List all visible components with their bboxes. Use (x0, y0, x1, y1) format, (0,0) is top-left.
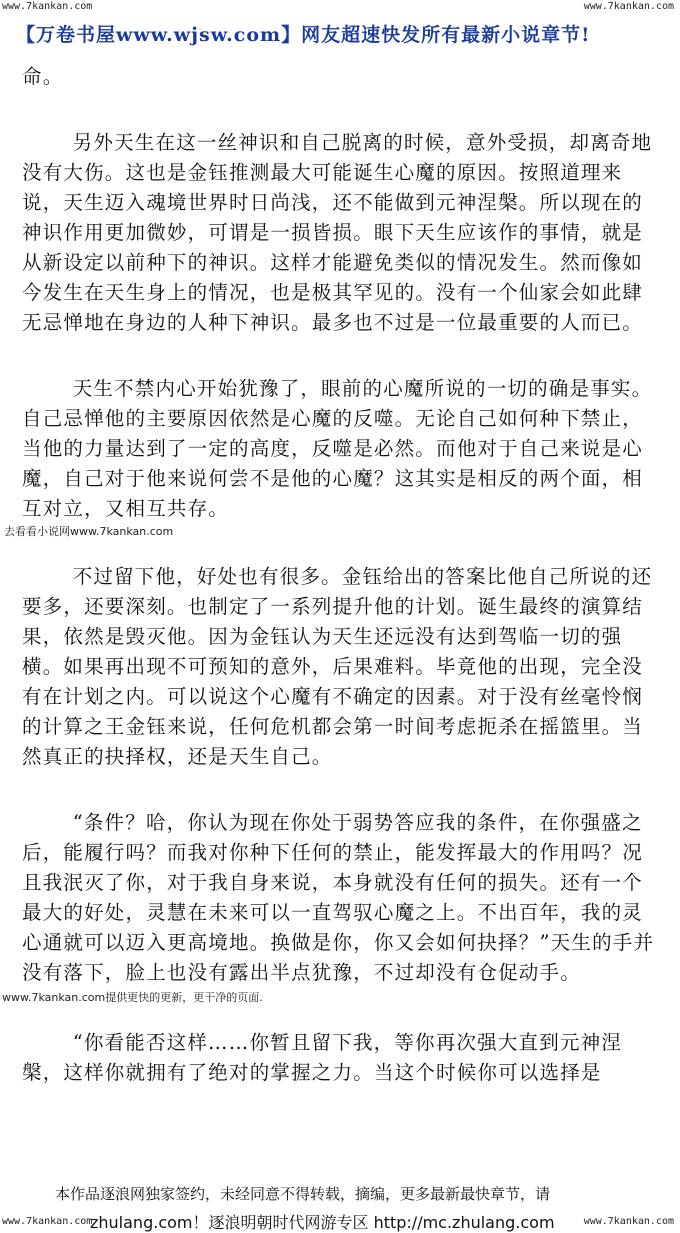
paragraph-5: “条件？哈，你认为现在你处于弱势答应我的条件，在你强盛之后，能履行吗？而我对你种下任何的禁止，能发挥最大的作用吗？况且我泯灭了你，对于我自身来说，本身就没有任何的损失。还有一个最大的好处，灵慧在未来可以一直驾驭心魔之上。不出百年，我的灵心通就可以迈入更高境地。换做是你，你又会如何抉择？”天生的手并没有落下，脸上也没有露出半点犹豫，不过却没有仓促动手。 (22, 811, 655, 984)
footer-notice: 本作品逐浪网独家签约，未经同意不得转载，摘编，更多最新最快章节，请 (55, 1185, 551, 1203)
corner-watermark-bottom-left: www.7kankan.com (2, 1216, 93, 1227)
footer-link-line: zhulang.com！逐浪明朝时代网游专区 http://mc.zhulang.com (90, 1213, 555, 1232)
site-banner: 【万卷书屋www.wjsw.com】网友超速快发所有最新小说章节! (16, 24, 591, 46)
ad-line-2: www.7kankan.com提供更快的更新，更干净的页面. (2, 991, 263, 1004)
corner-watermark-top-right: www.7kankan.com (583, 1, 674, 12)
corner-watermark-bottom-right: www.7kankan.com (583, 1216, 674, 1227)
paragraph-2: 另外天生在这一丝神识和自己脱离的时候，意外受损，却离奇地没有大伤。这也是金钰推测最大可能诞生心魔的原因。按照道理来说，天生迈入魂境世界时日尚浅，还不能做到元神涅槃。所以现在的神识作用更加微妙，可谓是一损皆损。眼下天生应该作的事情，就是从新设定以前种下的神识。这样才能避免类似的情况发生。然而像如今发生在天生身上的情况，也是极其罕见的。没有一个仙家会如此肆无忌惮地在身边的人种下神识。最多也不过是一位最重要的人而已。 (22, 131, 653, 334)
corner-watermark-top-left: www.7kankan.com (2, 1, 93, 12)
paragraph-3: 天生不禁内心开始犹豫了，眼前的心魔所说的一切的确是事实。自己忌惮他的主要原因依然是心魔的反噬。无论自己如何种下禁止，当他的力量达到了一定的高度，反噬是必然。而他对于自己来说是心魔，自己对于他来说何尝不是他的心魔？这其实是相反的两个面，相互对立，又相互共存。 (22, 377, 653, 520)
paragraph-6: “你看能否这样……你暂且留下我，等你再次强大直到元神涅槃，这样你就拥有了绝对的掌握之力。当这个时候你可以选择是 (22, 1031, 623, 1084)
ad-line-1: 去看看小说网www.7kankan.com (4, 525, 174, 538)
paragraph-1: 命。 (22, 65, 64, 88)
paragraph-4: 不过留下他，好处也有很多。金钰给出的答案比他自己所说的还要多，还要深刻。也制定了一系列提升他的计划。诞生最终的演算结果，依然是毁灭他。因为金钰认为天生还远没有达到驾临一切的强横。如果再出现不可预知的意外，后果难料。毕竟他的出现，完全没有在计划之内。可以说这个心魔有不确定的因素。对于没有丝毫怜悯的计算之王金钰来说，任何危机都会第一时间考虑扼杀在摇篮里。当然真正的抉择权，还是天生自己。 (22, 565, 653, 768)
chapter-body (2, 62, 662, 1124)
